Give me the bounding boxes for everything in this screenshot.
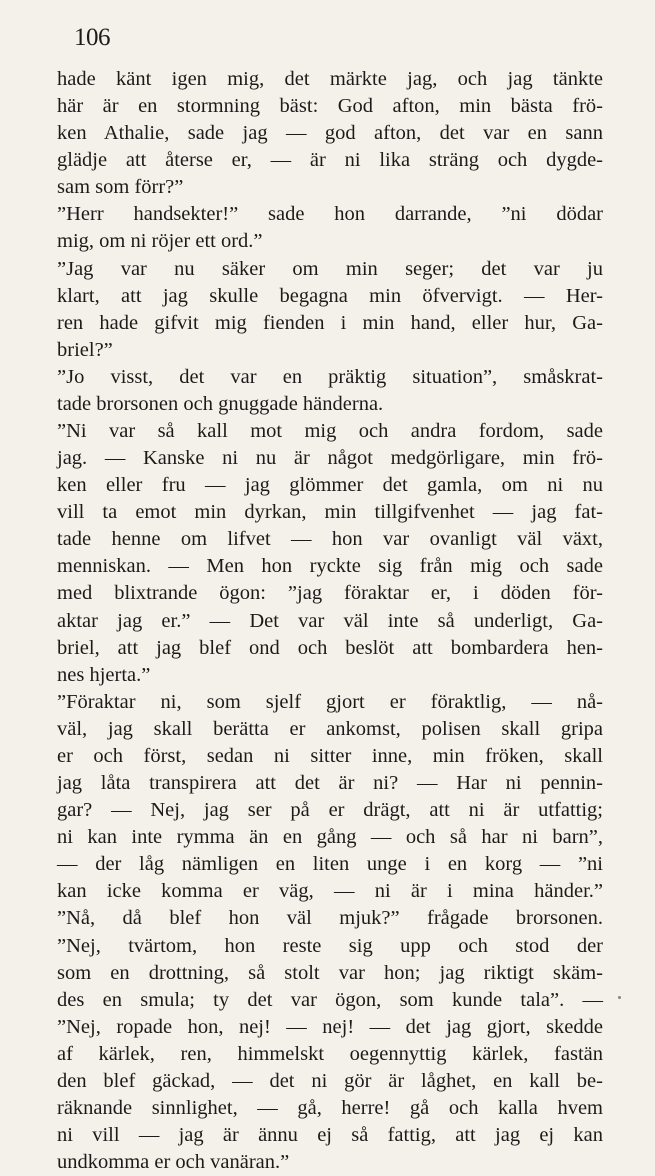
text-line: sam som förr?” [57,176,184,199]
text-line: ”Föraktar ni, som sjelf gjort er föraktlig, — nå- [57,690,603,713]
page-number: 106 [74,24,110,51]
text-line: ”Jag var nu säker om min seger; det var ju [57,257,603,280]
text-line: gar? — Nej, jag ser på er drägt, att ni är utfattig; [57,799,603,822]
text-line: er och först, sedan ni sitter inne, min fröken, skall [57,744,603,767]
text-line: des en smula; ty det var ögon, som kunde tala”. — [57,988,603,1011]
text-line: menniskan. — Men hon ryckte sig från mig och sade [57,555,603,578]
text-line: den blef gäckad, — det ni gör är låghet, en kall be- [57,1069,603,1092]
text-line: ken Athalie, sade jag — god afton, det var en sann [57,122,603,145]
text-line: ”Herr handsekter!” sade hon darrande, ”ni dödar [57,203,603,226]
text-line: ni kan inte rymma än en gång — och så har ni barn”, [57,826,603,849]
text-line: jag. — Kanske ni nu är något medgörligare, min frö- [57,447,603,470]
text-line: ”Ni var så kall mot mig och andra fordom, sade [57,420,603,443]
text-line: ”Nej, ropade hon, nej! — nej! — det jag gjort, skedde [57,1015,603,1038]
text-line: aktar jag er.” — Det var väl inte så underligt, Ga- [57,609,603,632]
text-line: ”Nej, tvärtom, hon reste sig upp och stod der [57,934,603,957]
text-line: som en drottning, så stolt var hon; jag riktigt skäm- [57,961,603,984]
text-line: briel?” [57,338,113,361]
text-line: mig, om ni röjer ett ord.” [57,230,263,253]
text-line: tade brorsonen och gnuggade händerna. [57,392,384,415]
text-line: klart, att jag skulle begagna min öfvervigt. — Her- [57,284,603,307]
text-line: briel, att jag blef ond och beslöt att bombardera hen- [57,636,603,659]
text-line: nes hjerta.” [57,663,151,686]
text-line: ken eller fru — jag glömmer det gamla, om ni nu [57,474,603,497]
paper-speck [618,996,621,999]
text-line: undkomma er och vanäran.” [57,1151,290,1174]
body-text [57,66,603,1176]
text-line: med blixtrande ögon: ”jag föraktar er, i döden för- [57,582,603,605]
text-line: här är en stormning bäst: God afton, min bästa frö- [57,95,603,118]
text-line: — der låg nämligen en liten unge i en korg — ”ni [57,853,603,876]
text-line: väl, jag skall berätta er ankomst, polisen skall gripa [57,717,603,740]
text-line: ”Jo visst, det var en präktig situation”, småskrat- [57,365,603,388]
text-line: kan icke komma er väg, — ni är i mina händer.” [57,880,603,903]
text-line: hade känt igen mig, det märkte jag, och jag tänkte [57,68,603,90]
text-line: tade henne om lifvet — hon var ovanligt väl växt, [57,528,603,551]
text-line: räknande sinnlighet, — gå, herre! gå och kalla hvem [57,1096,603,1119]
text-line: ”Nå, då blef hon väl mjuk?” frågade brorsonen. [57,907,603,930]
text-line: af kärlek, ren, himmelskt oegennyttig kärlek, fastän [57,1042,603,1065]
text-line: vill ta emot min dyrkan, min tillgifvenhet — jag fat- [57,501,603,524]
text-line: ren hade gifvit mig fienden i min hand, eller hur, Ga- [57,311,603,334]
text-line: glädje att återse er, — är ni lika sträng och dygde- [57,149,603,172]
text-line: ni vill — jag är ännu ej så fattig, att jag ej kan [57,1124,603,1147]
text-line: jag låta transpirera att det är ni? — Har ni pennin- [57,772,603,795]
